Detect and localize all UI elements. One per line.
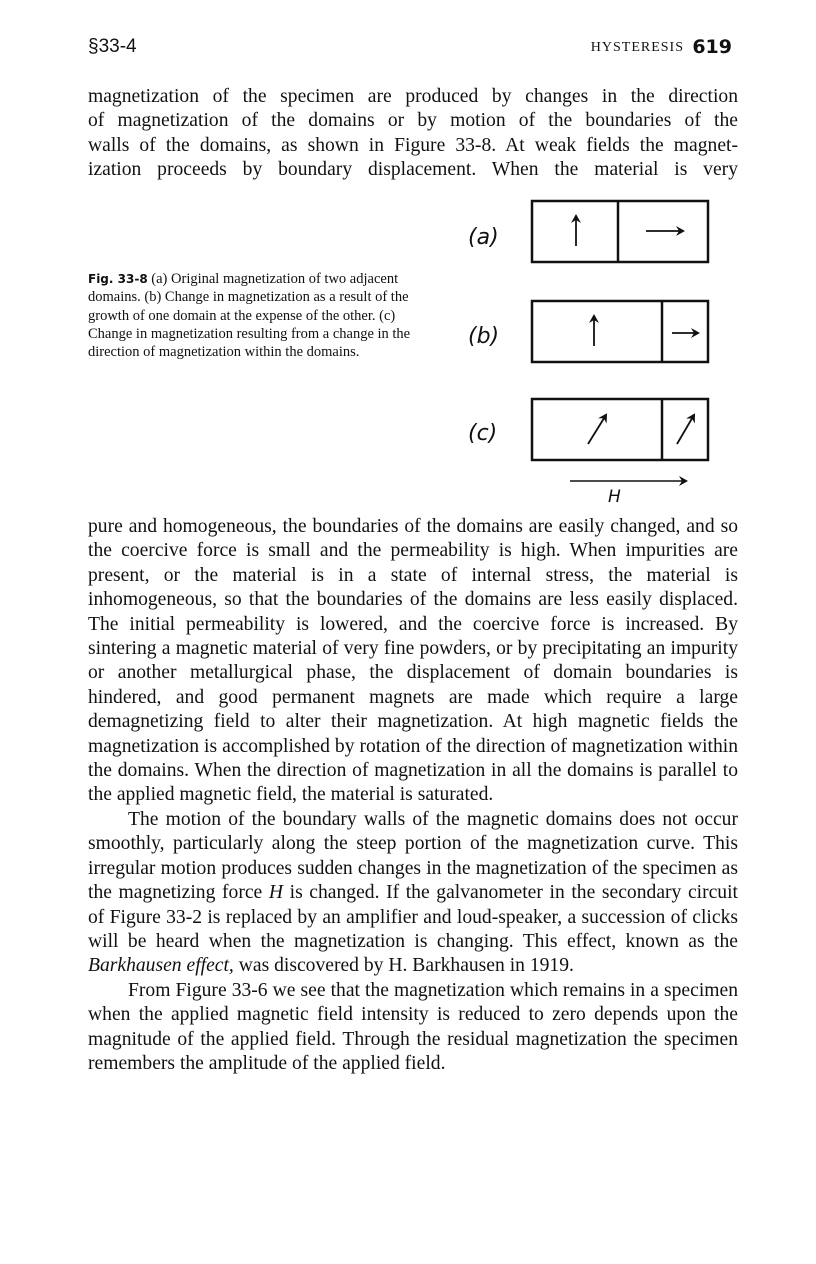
text-line: walls of the domains, as shown in Figure 33-8. At weak fields the magnet- <box>88 134 738 156</box>
paragraph-2: pure and homogeneous, the boundaries of the domains are easily changed, and so the coercive force is small and the permeability is high. When impurities are present, or the material is in a state of internal stress, the material is inhomogeneous, so that the boundaries of the domains are less easily displaced. The initial permeability is lowered, and the coercive force is increased. By sintering a magnetic material of very fine powders, or by precipitating an impurity or another metallurgical phase, the displacement of domain boundaries is hindered, and good permanent magnets are made which require a large demagnetizing field to alter their magnetization. At high magnetic fields the magnetization is accomplished by rotation of the direction of magnetization within the domains. When the direction of magnetization in all the domains is parallel to the applied magnetic field, the material is saturated. <box>88 516 738 806</box>
diagonal-arrow-icon <box>588 415 606 444</box>
running-title: HYSTERESIS <box>590 40 684 55</box>
main-text <box>88 515 738 1076</box>
paragraph-4: From Figure 33-6 we see that the magnetization which remains in a specimen when the applied magnetic field intensity is reduced to zero depends upon the magnitude of the applied field. Through the residual magnetization the specimen remembers the amplitude of the applied field. <box>88 979 738 1074</box>
figure-label: Fig. 33-8 <box>88 272 148 286</box>
panel-label-b: (b) <box>468 324 500 349</box>
text-line: magnetization of the specimen are produced by changes in the direction <box>88 86 738 107</box>
diagonal-arrow-icon <box>677 415 694 444</box>
domain-box-b <box>532 301 708 362</box>
panel-label-c: (c) <box>468 421 498 446</box>
paragraph-3-text: was discovered by H. Barkhausen in 1919. <box>233 955 574 977</box>
barkhausen-term: Barkhausen effect, <box>88 955 234 977</box>
paragraph-1 <box>88 85 738 183</box>
symbol-h: H <box>268 882 284 904</box>
page-number: 619 <box>692 36 732 58</box>
domain-diagram <box>88 196 738 506</box>
paragraph-3-text: is changed. If the galvanometer in the secondary circuit of Figure 33-2 is replaced by an amplifier and loud-speaker, a succession of clicks will be heard when the magnetization is changing. This effect, known as the <box>88 882 738 952</box>
field-label: H <box>608 487 621 506</box>
domain-box-c <box>532 399 708 460</box>
running-head <box>88 36 732 62</box>
text-line: of magnetization of the domains or by motion of the boundaries of the <box>88 110 738 132</box>
paragraph-3-text: The motion of the boundary walls of the magnetic domains does not occur smoothly, particularly along the steep portion of the magnetization curve. This irregular motion produces sudden changes in the magnetization of the specimen as the magnetizing force <box>88 808 738 904</box>
caption-text: (a) Original magnetization of two adjacent domains. (b) Change in magnetization as a result of the growth of one domain at the expense of the other. (c) Change in magnetization resulting from a change in the direction of magnetization within the domains. <box>88 271 411 361</box>
section-number: §33-4 <box>88 36 137 57</box>
panel-label-a: (a) <box>468 225 499 250</box>
figure-33-8 <box>88 196 738 506</box>
text-line: ization proceeds by boundary displacement. When the material is very <box>88 159 738 181</box>
paragraph-3 <box>88 808 738 979</box>
